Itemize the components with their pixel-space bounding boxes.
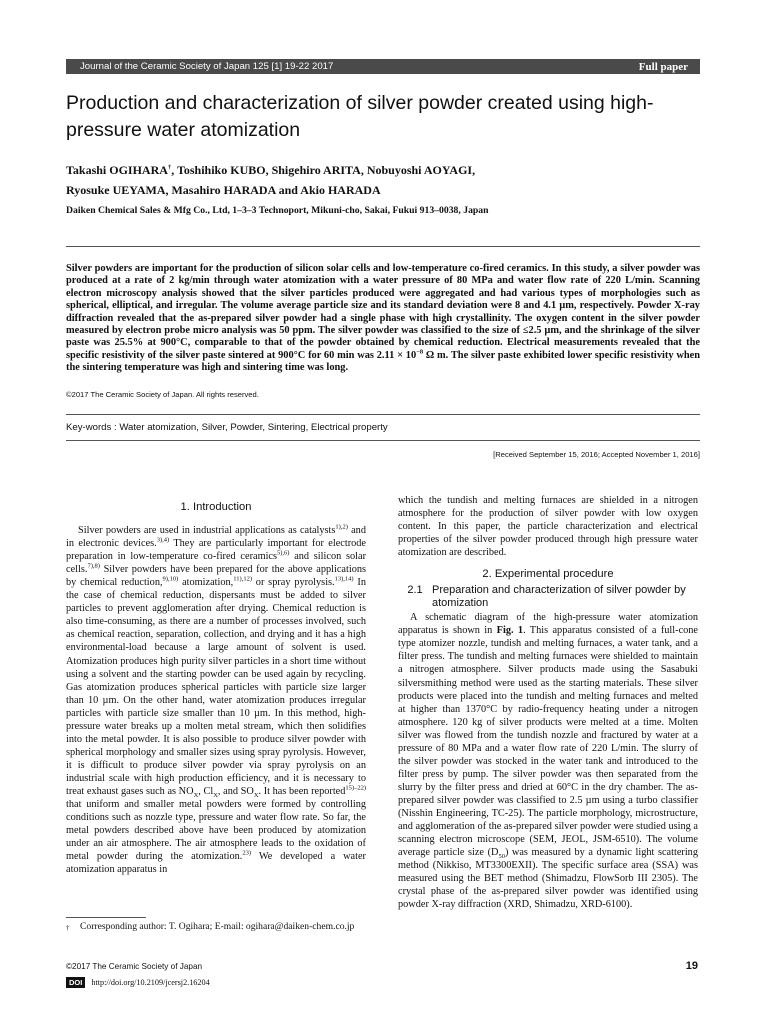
received-dates: [Received September 15, 2016; Accepted November 1, 2016]: [493, 450, 700, 459]
page-number: 19: [685, 960, 698, 972]
subsection-heading-2-1: 2.1 Preparation and characterization of silver powder by atomization: [407, 584, 686, 610]
affiliation: Daiken Chemical Sales & Mfg Co., Ltd, 1–3–3 Technoport, Mikuni-cho, Sakai, Fukui 913–0038, Japan: [66, 205, 489, 216]
journal-header-bar: [66, 59, 700, 74]
intro-paragraph-continued: which the tundish and melting furnaces are shielded in a nitrogen atmosphere for the production of silver powder with low oxygen content. In this paper, the particle characterization and electrical properties of the silver powder produced through high pressure water atomization are described.: [398, 495, 698, 559]
keywords: Key-words : Water atomization, Silver, Powder, Sintering, Electrical property: [66, 422, 388, 433]
intro-paragraph: Silver powders are used in industrial applications as catalysts$^{1),2)}$ and in electronic devices.$^{3),4)}$ They are particularly important for electrode preparation in low-temperature co-fired ceramics$^{5),6)}$ and silicon solar cells.$^{7),8)}$ Silver powders have been prepared for the above applications by chemical reduction,$^{9),10)}$ atomization,$^{11),12)}$ or spray pyrolysis.$^{13),14)}$ In the case of chemical reduction, dispersants must be added to silver particles to prevent agglomeration after drying. Chemical reduction is also time-consuming, as there are a number of processes involved, such as chemical reaction, separation, collection, and drying and it has a high environmental-load because a large amount of solvent is used. Atomization produces high purity silver particles in a short time without using a solvent and the starting powder can be used again by recycling. Gas atomization produces spherical particles with particle size larger than 10 µm. On the other hand, water atomization produces irregular particles with particle size smaller than 10 µm. In this method, high-pressure water breaks up a molten metal stream, which then solidifies into the metal powder. It is also possible to produce silver powder with spherical morphology and smaller sizes using spray pyrolysis. However, it is difficult to produce silver powder via spray pyrolysis on an industrial scale with high production efficiency, and it is necessary to treat exhaust gases such as $NO_X$, $Cl_X$, and $SO_X$. It has been reported$^{15)-22)}$ that uniform and smaller metal powders were formed by controlling conditions such as nozzle type, pressure and water flow rate. So far, the metal powders described above have been produced by atomization under an air atmosphere. The air atmosphere leads to the oxidation of metal powder during the atomization.$^{23)}$ We developed a water atomization apparatus in: [66, 523, 367, 876]
authors-line1-rest: , Toshihiko KUBO, Shigehiro ARITA, Nobuyoshi AOYAGI,: [171, 163, 476, 177]
paper-type: Full paper: [638, 60, 688, 73]
left-column: [66, 494, 366, 876]
authors-line2: Ryosuke UEYAMA, Masahiro HARADA and Akio HARADA: [66, 183, 381, 197]
divider-keywords-top: [66, 414, 700, 415]
footer-copyright: ©2017 The Ceramic Society of Japan: [66, 962, 203, 971]
author-list: [66, 160, 706, 200]
author-corresponding: Takashi OGIHARA: [66, 163, 168, 177]
corresponding-author-footnote: † Corresponding author: T. Ogihara; E-mail: ogihara@daiken-chem.co.jp: [66, 921, 355, 932]
figure-reference[interactable]: Fig. 1: [496, 625, 524, 637]
experimental-paragraph: A schematic diagram of the high-pressure water atomization apparatus is shown in Fig. 1. This apparatus consisted of a full-cone type atomizer nozzle, tundish and melting furnaces, a water tank, and a filter press. The tundish and melting furnaces were shielded to maintain a nitrogen atmosphere. Silver products made using the Sasabuki silversmithing method were used as the starting materials. These silver products were placed into the tundish and melting furnaces and melted at higher than 1370°C by radio-frequency heating under a nitrogen atmosphere. 120 kg of silver products were melted at a time. Molten silver was flowed from the tundish nozzle and fractured by water at a pressure of 80 MPa and a water flow rate of 220 L/min. The slurry of the silver powder was stocked in the water tank and introduced to the filter press by pump. The silver powder was then separated from the slurry by the filter press and dried at 60°C in the dry chamber. The as-prepared silver powder was classified to 2.5 µm using a turbo classifier (Nisshin Engineering, TC-25). The particle morphology, microstructure, and agglomeration of the as-prepared silver powder were studied using a scanning electron microscope (SEM, JEOL, JSM-6510). The volume average particle size $(D_{50})$ was measured by a dynamic light scattering method (Nikkiso, MT3300EXII). The specific surface area (SSA) was measured using the BET method (Shimadzu, FlowSorb III 2305). The crystal phase of the as-prepared silver powder was identified using powder X-ray diffraction (XRD, Shimadzu, XRD-6100).: [398, 612, 699, 911]
divider-top: [66, 246, 700, 247]
doi-link[interactable]: http://doi.org/10.2109/jcersj2.16204: [91, 978, 210, 987]
divider-keywords-bottom: [66, 440, 700, 441]
journal-citation: Journal of the Ceramic Society of Japan 125 [1] 19-22 2017: [80, 61, 334, 72]
right-column: [398, 494, 698, 911]
doi-badge: DOI: [66, 977, 85, 988]
footnote-divider: [66, 917, 146, 918]
paper-title: Production and characterization of silver powder created using high-pressure water atomization: [66, 92, 654, 141]
section-heading-introduction: 1. Introduction: [180, 501, 252, 513]
section-heading-experimental: 2. Experimental procedure: [482, 568, 614, 581]
dagger-mark: †: [167, 164, 172, 171]
abstract-copyright: ©2017 The Ceramic Society of Japan. All rights reserved.: [66, 390, 259, 399]
abstract: Silver powders are important for the production of silicon solar cells and low-temperature co-fired ceramics. In this study, a silver powder was produced at a rate of 2 kg/min through water atomization with a water pressure of 80 MPa and water flow rate of 220 L/min. Scanning electron microscopy analysis showed that the silver particles produced were aggregated and had various types of morphologies such as spherical, elliptical, and irregular. The volume average particle size and its standard deviation were 8 and 4.1 µm, respectively. Powder X-ray diffraction revealed that the as-prepared silver powder had a single phase with high crystallinity. The oxygen content in the silver powder measured by electron probe micro analysis was 50 ppm. The silver powder was classified to the size of ≤2.5 µm, and the shrinkage of the silver paste was 25.5% at 900°C, comparable to that of the powder obtained by chemical reduction. Electrical measurements revealed that the specific resistivity of the silver paste sintered at 900°C for 60 min was $2.11 \times 10^{-8}$ Ω m. The silver paste exhibited lower specific resistivity when the sintering temperature was high and sintering time was long.: [66, 263, 700, 374]
doi-line: [66, 977, 210, 988]
